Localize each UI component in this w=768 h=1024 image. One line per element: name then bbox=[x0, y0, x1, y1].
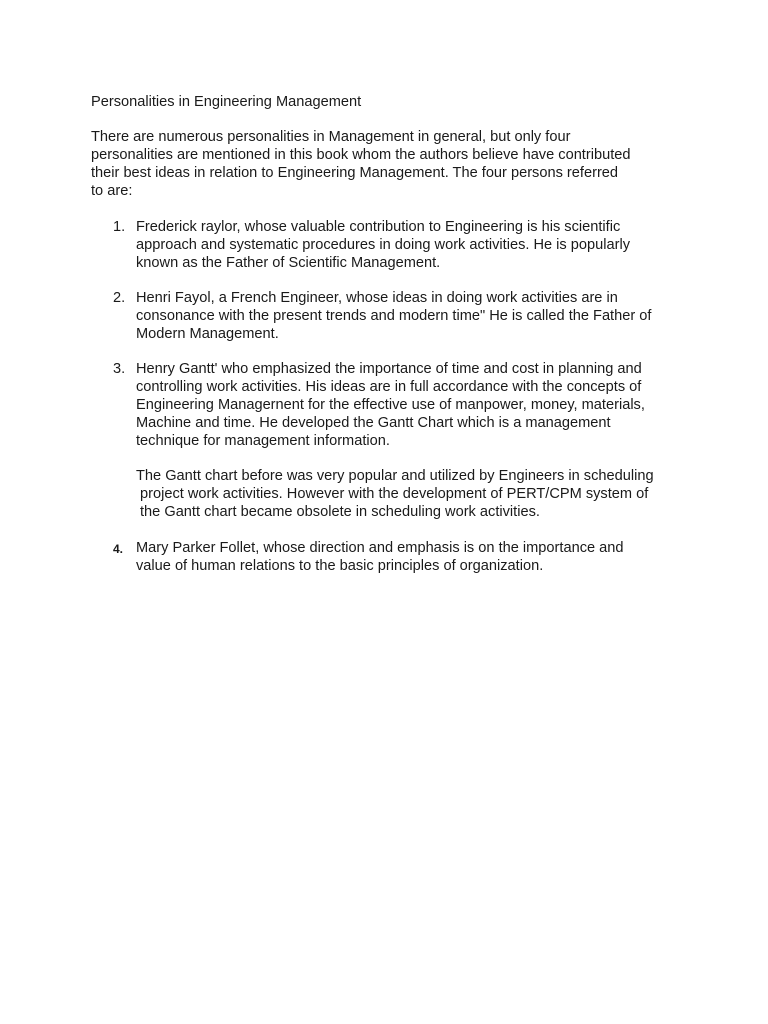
intro-line: their best ideas in relation to Engineering Management. The four persons referred bbox=[91, 165, 619, 181]
intro-line: to are: bbox=[91, 183, 133, 199]
list-item-line: Modern Management. bbox=[136, 326, 279, 342]
intro-line: personalities are mentioned in this book whom the authors believe have contributed bbox=[91, 147, 631, 163]
list-item-4 bbox=[113, 539, 693, 575]
document-title: Personalities in Engineering Management bbox=[91, 94, 362, 110]
list-item-2 bbox=[113, 289, 693, 343]
list-item-number: 3. bbox=[113, 361, 126, 377]
intro-line: There are numerous personalities in Management in general, but only four bbox=[91, 129, 571, 145]
list-item-number: 2. bbox=[113, 290, 126, 306]
list-item-body bbox=[136, 289, 693, 343]
list-item-line: Henry Gantt' who emphasized the importance of time and cost in planning and bbox=[136, 361, 642, 377]
list-item-line: Engineering Managernent for the effective use of manpower, money, materials, bbox=[136, 397, 645, 413]
list-item-line: Henri Fayol, a French Engineer, whose ideas in doing work activities are in bbox=[136, 290, 618, 306]
list-item-body bbox=[136, 539, 693, 575]
note-line: The Gantt chart before was very popular and utilized by Engineers in scheduling bbox=[136, 468, 654, 484]
list-item-line: Machine and time. He developed the Gantt Chart which is a management bbox=[136, 415, 611, 431]
list-item-line: Frederick raylor, whose valuable contribution to Engineering is his scientific bbox=[136, 219, 621, 235]
gantt-note-paragraph bbox=[136, 467, 696, 521]
intro-paragraph bbox=[91, 128, 691, 200]
list-item-line: consonance with the present trends and modern time" He is called the Father of bbox=[136, 308, 652, 324]
list-item-number: 1. bbox=[113, 219, 126, 235]
list-item-body bbox=[136, 360, 693, 450]
note-line: the Gantt chart became obsolete in scheduling work activities. bbox=[140, 504, 540, 520]
list-item-body bbox=[136, 218, 693, 272]
list-item-line: controlling work activities. His ideas are in full accordance with the concepts of bbox=[136, 379, 642, 395]
list-item-line: technique for management information. bbox=[136, 433, 390, 449]
list-item-1 bbox=[113, 218, 693, 272]
list-item-line: approach and systematic procedures in doing work activities. He is popularly bbox=[136, 237, 630, 253]
list-item-line: Mary Parker Follet, whose direction and emphasis is on the importance and bbox=[136, 540, 624, 556]
note-line: project work activities. However with the development of PERT/CPM system of bbox=[140, 486, 649, 502]
list-item-line: known as the Father of Scientific Management. bbox=[136, 255, 441, 271]
list-item-3 bbox=[113, 360, 693, 450]
list-item-line: value of human relations to the basic principles of organization. bbox=[136, 558, 544, 574]
list-item-number: 4. bbox=[113, 542, 124, 556]
